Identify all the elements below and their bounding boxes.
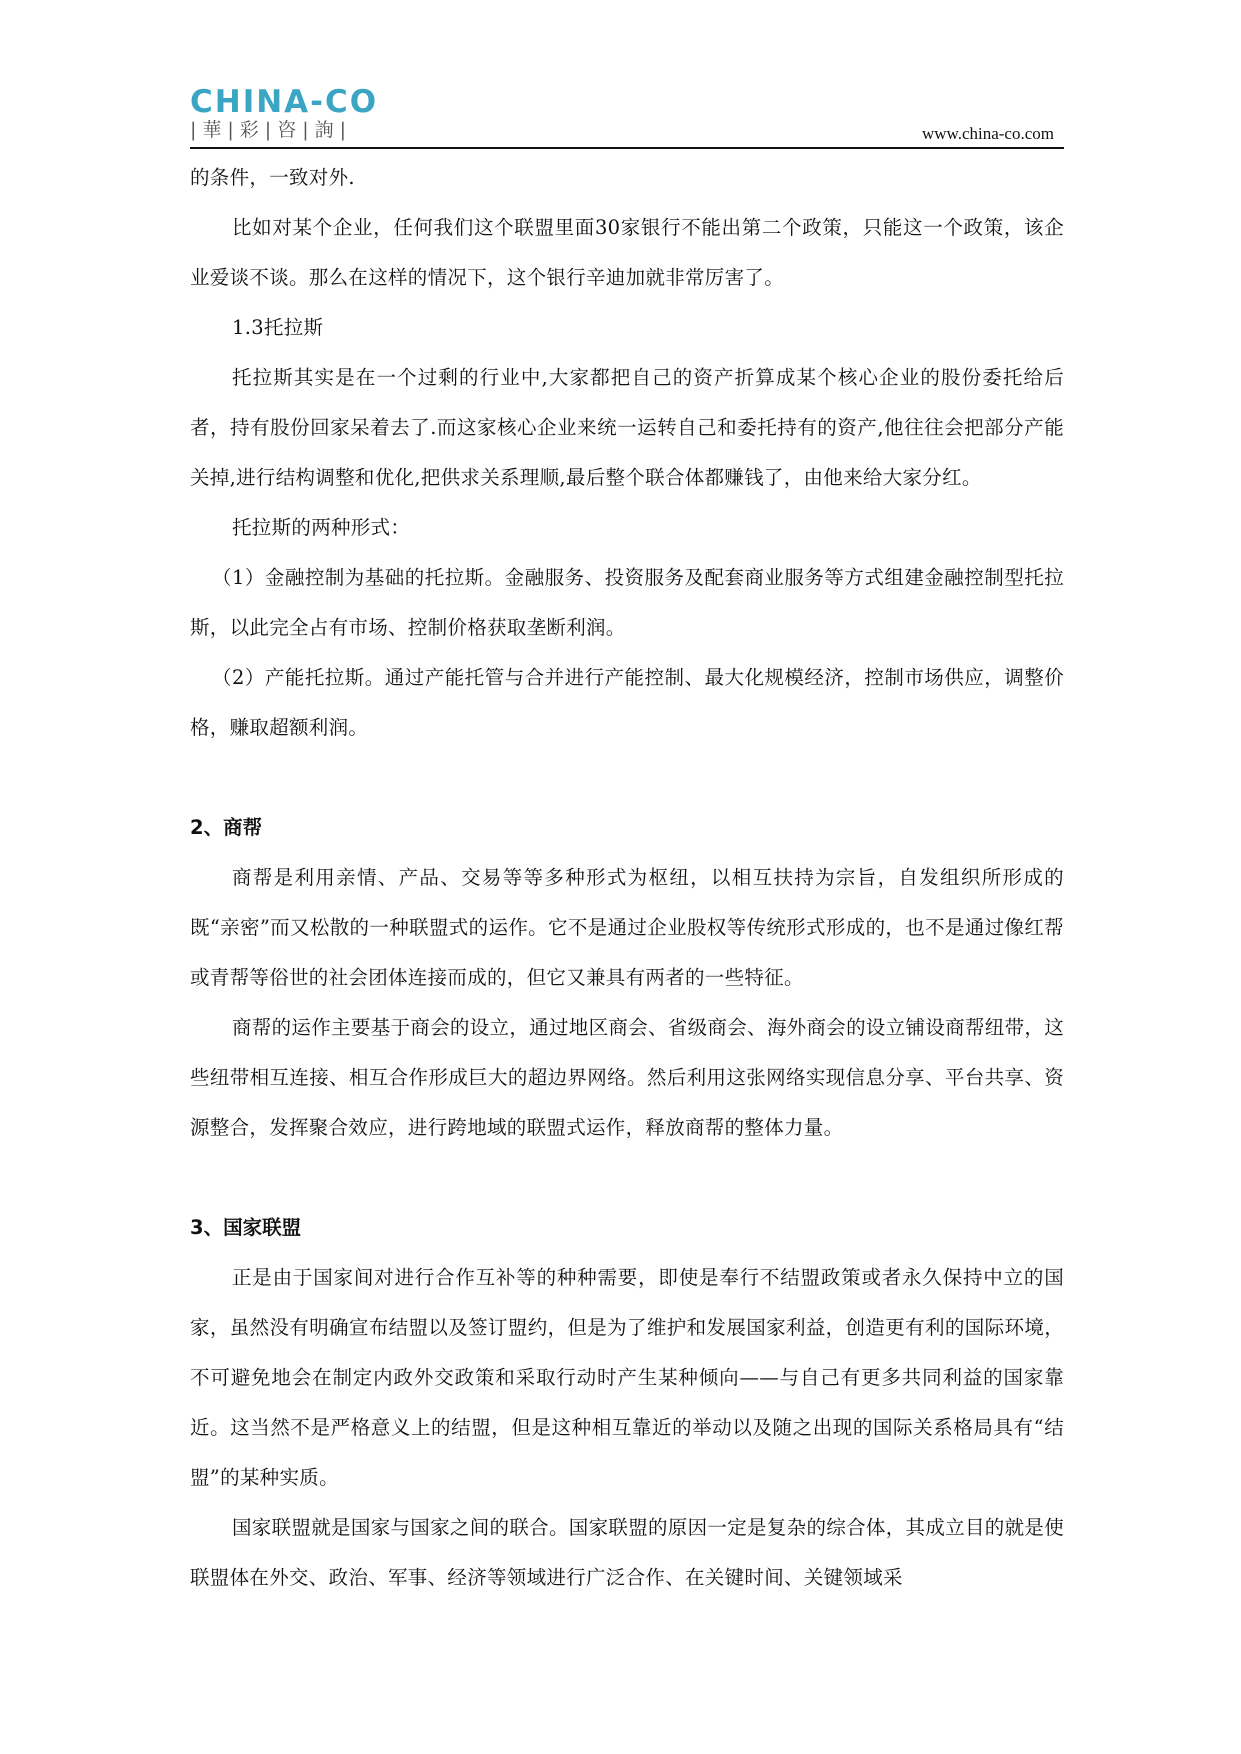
- paragraph: 比如对某个企业，任何我们这个联盟里面30家银行不能出第二个政策，只能这一个政策，该企业爱谈不谈。那么在这样的情况下，这个银行辛迪加就非常厉害了。: [190, 216, 1064, 289]
- list-item: （2）产能托拉斯。通过产能托管与合并进行产能控制、最大化规模经济，控制市场供应，调整价格，赚取超额利润。: [190, 666, 1064, 739]
- document-body: [190, 153, 1064, 1603]
- paragraph: 托拉斯的两种形式：: [232, 516, 411, 539]
- page-header: [190, 86, 1064, 148]
- logo-tagline: |華|彩|咨|詢|: [190, 119, 353, 141]
- section-heading: 3、国家联盟: [190, 1216, 302, 1239]
- paragraph: 商帮是利用亲情、产品、交易等等多种形式为枢纽，以相互扶持为宗旨，自发组织所形成的既“亲密”而又松散的一种联盟式的运作。它不是通过企业股权等传统形式形成的，也不是通过像红帮或青帮等俗世的社会团体连接而成的，但它又兼具有两者的一些特征。: [190, 866, 1064, 989]
- site-url: www.china-co.com: [921, 124, 1054, 143]
- paragraph: 托拉斯其实是在一个过剩的行业中,大家都把自己的资产折算成某个核心企业的股份委托给后者，持有股份回家呆着去了.而这家核心企业来统一运转自己和委托持有的资产,他往往会把部分产能关掉,进行结构调整和优化,把供求关系理顺,最后整个联合体都赚钱了，由他来给大家分红。: [190, 366, 1064, 489]
- spacer: [190, 753, 1064, 803]
- paragraph: 商帮的运作主要基于商会的设立，通过地区商会、省级商会、海外商会的设立铺设商帮纽带，这些纽带相互连接、相互合作形成巨大的超边界网络。然后利用这张网络实现信息分享、平台共享、资源整合，发挥聚合效应，进行跨地域的联盟式运作，释放商帮的整体力量。: [190, 1016, 1064, 1139]
- paragraph: 国家联盟就是国家与国家之间的联合。国家联盟的原因一定是复杂的综合体，其成立目的就是使联盟体在外交、政治、军事、经济等领域进行广泛合作、在关键时间、关键领域采: [190, 1516, 1064, 1589]
- subsection-title: 1.3托拉斯: [232, 316, 324, 339]
- list-item: （1）金融控制为基础的托拉斯。金融服务、投资服务及配套商业服务等方式组建金融控制型托拉斯，以此完全占有市场、控制价格获取垄断利润。: [190, 566, 1064, 639]
- paragraph: 正是由于国家间对进行合作互补等的种种需要，即使是奉行不结盟政策或者永久保持中立的国家，虽然没有明确宣布结盟以及签订盟约，但是为了维护和发展国家利益，创造更有利的国际环境，不可避免地会在制定内政外交政策和采取行动时产生某种倾向——与自己有更多共同利益的国家靠近。这当然不是严格意义上的结盟，但是这种相互靠近的举动以及随之出现的国际关系格局具有“结盟”的某种实质。: [190, 1266, 1064, 1489]
- header-divider: [190, 147, 1064, 149]
- section-heading: 2、商帮: [190, 816, 263, 839]
- paragraph: 的条件，一致对外.: [190, 166, 355, 189]
- china-co-logo: CHINA-CO: [190, 84, 379, 120]
- spacer: [190, 1153, 1064, 1203]
